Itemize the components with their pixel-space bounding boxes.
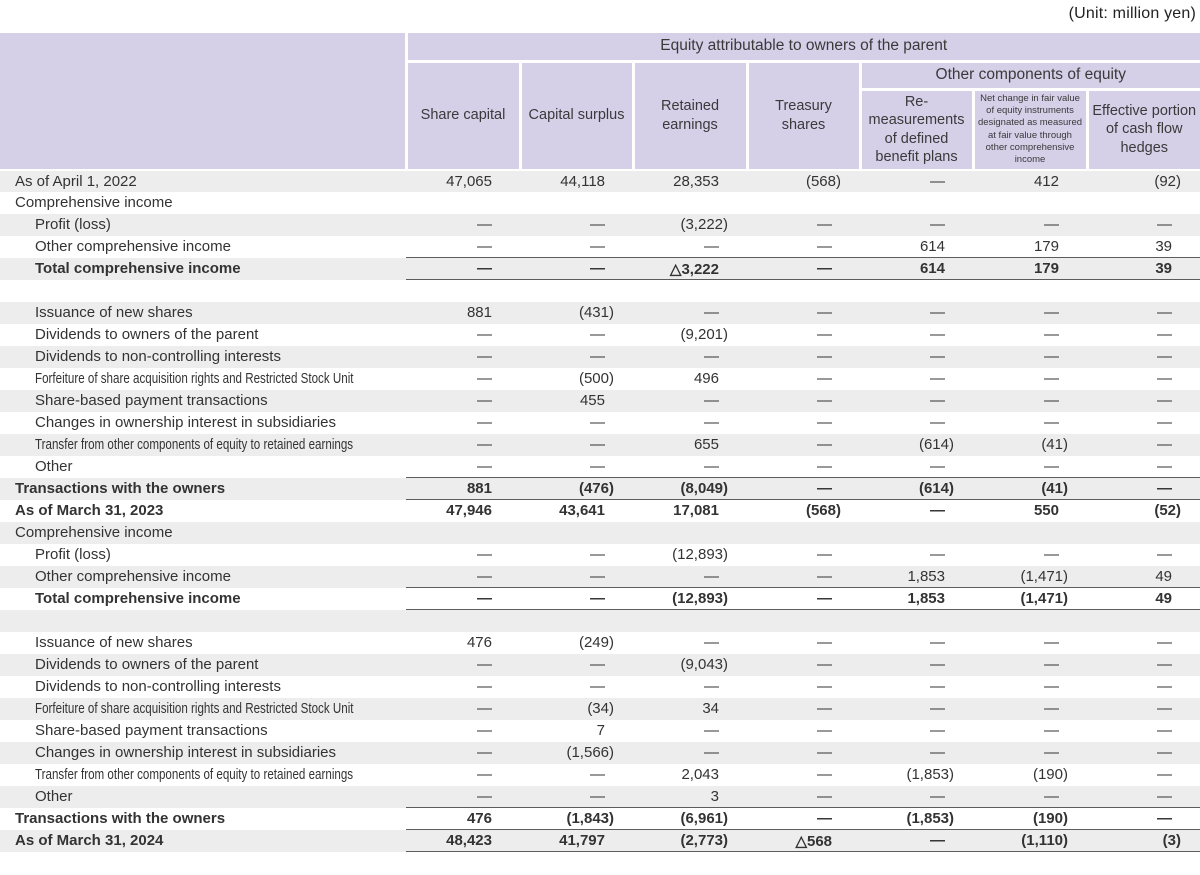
cell-value: 1,853 [860,588,973,610]
cell-value: 39 [1087,236,1200,258]
table-row [0,764,1200,786]
cell-value: — [520,412,633,434]
row-label: Changes in ownership interest in subsidiaries [0,412,406,434]
cell-value: — [633,346,747,368]
cell-value [406,610,520,632]
equity-table-body [0,170,1200,852]
cell-value [1087,522,1200,544]
cell-value: — [520,566,633,588]
cell-value: — [973,720,1087,742]
cell-value [406,522,520,544]
cell-value: (614) [860,478,973,500]
cell-value: — [1087,412,1200,434]
cell-value: — [860,456,973,478]
cell-value: — [747,368,860,390]
cell-value: — [747,258,860,280]
cell-value: — [633,456,747,478]
table-row [0,368,1200,390]
cell-value: — [747,456,860,478]
cell-value: (1,566) [520,742,633,764]
spacer-row [0,610,1200,632]
table-row [0,544,1200,566]
cell-value: — [406,214,520,236]
column-header-remeasurements: Re-measurements of defined benefit plans [860,89,973,170]
table-row [0,566,1200,588]
row-label: As of March 31, 2023 [0,500,406,522]
cell-value: 34 [633,698,747,720]
table-row [0,588,1200,610]
row-label: Transactions with the owners [0,808,406,830]
cell-value: 39 [1087,258,1200,280]
cell-value: — [520,786,633,808]
cell-value: 28,353 [633,170,747,192]
cell-value: — [973,654,1087,676]
cell-value: 3 [633,786,747,808]
cell-value: 476 [406,808,520,830]
cell-value: (34) [520,698,633,720]
cell-value [633,192,747,214]
cell-value [747,610,860,632]
row-label: As of April 1, 2022 [0,170,406,192]
cell-value: 1,853 [860,566,973,588]
cell-value: — [973,302,1087,324]
cell-value: — [747,654,860,676]
cell-value [973,522,1087,544]
cell-value: — [747,324,860,346]
cell-value [633,280,747,302]
cell-value: — [973,698,1087,720]
cell-value: — [520,346,633,368]
cell-value: — [973,324,1087,346]
cell-value: — [747,478,860,500]
cell-value: — [973,346,1087,368]
cell-value: — [1087,390,1200,412]
cell-value: — [860,676,973,698]
cell-value: — [633,676,747,698]
cell-value: — [520,588,633,610]
subgroup-header-other-components: Other components of equity [860,61,1200,89]
cell-value: — [973,412,1087,434]
row-label: Dividends to non-controlling interests [0,676,406,698]
cell-value [1087,192,1200,214]
table-row [0,808,1200,830]
row-label: Dividends to non-controlling interests [0,346,406,368]
cell-value: 47,065 [406,170,520,192]
cell-value: — [406,258,520,280]
table-row [0,236,1200,258]
cell-value: (41) [973,434,1087,456]
cell-value: — [406,566,520,588]
cell-value: — [406,720,520,742]
cell-value: — [520,456,633,478]
table-row [0,698,1200,720]
row-label: Other comprehensive income [0,566,406,588]
cell-value: — [1087,478,1200,500]
cell-value [520,192,633,214]
cell-value: — [633,302,747,324]
cell-value: — [973,786,1087,808]
cell-value: 49 [1087,588,1200,610]
table-row [0,456,1200,478]
cell-value: — [1087,324,1200,346]
row-label: Total comprehensive income [0,588,406,610]
cell-value: — [406,456,520,478]
cell-value: 179 [973,258,1087,280]
cell-value: — [747,676,860,698]
cell-value: 550 [973,500,1087,522]
cell-value: — [406,676,520,698]
cell-value: — [747,302,860,324]
row-label: Other comprehensive income [0,236,406,258]
cell-value: — [1087,368,1200,390]
cell-value: — [1087,698,1200,720]
cell-value [747,522,860,544]
cell-value: (1,110) [973,830,1087,852]
cell-value: — [860,544,973,566]
row-label: Comprehensive income [0,522,406,544]
table-row [0,412,1200,434]
row-label: Transactions with the owners [0,478,406,500]
cell-value: — [747,236,860,258]
cell-value: — [860,698,973,720]
cell-value: (614) [860,434,973,456]
cell-value: (249) [520,632,633,654]
cell-value: (500) [520,368,633,390]
table-row [0,170,1200,192]
cell-value: 614 [860,258,973,280]
cell-value [860,280,973,302]
cell-value [1087,610,1200,632]
cell-value: — [747,214,860,236]
cell-value: 48,423 [406,830,520,852]
row-label: Other [0,786,406,808]
table-row [0,258,1200,280]
cell-value [633,610,747,632]
cell-value: 881 [406,478,520,500]
row-label: Dividends to owners of the parent [0,654,406,676]
cell-value: — [520,434,633,456]
cell-value: — [973,214,1087,236]
cell-value: — [1087,786,1200,808]
cell-value: — [633,390,747,412]
table-row [0,346,1200,368]
cell-value: — [1087,632,1200,654]
cell-value [860,522,973,544]
cell-value: — [860,412,973,434]
cell-value [860,610,973,632]
cell-value: (1,853) [860,808,973,830]
cell-value [973,280,1087,302]
cell-value: (12,893) [633,544,747,566]
cell-value: — [406,434,520,456]
cell-value: (2,773) [633,830,747,852]
row-label: Share-based payment transactions [0,390,406,412]
cell-value [973,610,1087,632]
group-header-equity-attributable: Equity attributable to owners of the parent [406,33,1200,61]
equity-table [0,33,1200,852]
row-label: Transfer from other components of equity to retained earnings [0,434,406,456]
cell-value: — [860,368,973,390]
row-label: Forfeiture of share acquisition rights and Restricted Stock Unit [0,698,406,720]
cell-value [520,280,633,302]
cell-value: — [520,214,633,236]
row-label: Changes in ownership interest in subsidiaries [0,742,406,764]
cell-value: — [633,412,747,434]
cell-value: (92) [1087,170,1200,192]
cell-value: — [406,588,520,610]
unit-note: (Unit: million yen) [1068,5,1196,22]
cell-value: — [747,434,860,456]
cell-value: — [1087,742,1200,764]
cell-value: — [520,544,633,566]
row-label [0,610,406,632]
row-label: Transfer from other components of equity to retained earnings [0,764,406,786]
cell-value: 412 [973,170,1087,192]
cell-value: — [860,324,973,346]
cell-value: — [406,786,520,808]
cell-value: 43,641 [520,500,633,522]
cell-value: (6,961) [633,808,747,830]
cell-value [1087,280,1200,302]
cell-value: — [860,720,973,742]
cell-value [520,610,633,632]
table-row [0,500,1200,522]
cell-value: — [1087,214,1200,236]
cell-value: — [860,742,973,764]
cell-value: — [747,390,860,412]
cell-value: — [747,412,860,434]
cell-value: 455 [520,390,633,412]
cell-value: — [406,236,520,258]
row-label: Forfeiture of share acquisition rights and Restricted Stock Unit [0,368,406,390]
column-header-capital-surplus: Capital surplus [520,61,633,170]
cell-value: — [406,346,520,368]
cell-value: — [973,632,1087,654]
cell-value: — [747,698,860,720]
table-row [0,434,1200,456]
cell-value: — [1087,544,1200,566]
table-row [0,324,1200,346]
cell-value: — [633,742,747,764]
cell-value: (12,893) [633,588,747,610]
cell-value: (52) [1087,500,1200,522]
cell-value: (190) [973,808,1087,830]
cell-value: 614 [860,236,973,258]
cell-value: — [520,324,633,346]
cell-value: — [633,720,747,742]
row-label: As of March 31, 2024 [0,830,406,852]
column-header-retained-earnings: Retained earnings [633,61,747,170]
table-row [0,390,1200,412]
cell-value: (476) [520,478,633,500]
cell-value: — [747,720,860,742]
cell-value: — [520,676,633,698]
cell-value: — [633,236,747,258]
cell-value: — [406,698,520,720]
table-row [0,720,1200,742]
cell-value: — [520,236,633,258]
cell-value: — [1087,654,1200,676]
cell-value: — [973,742,1087,764]
cell-value: — [860,302,973,324]
cell-value [406,280,520,302]
table-row [0,214,1200,236]
cell-value: — [406,742,520,764]
stub-header-cell [0,33,406,170]
column-header-share-capital: Share capital [406,61,520,170]
cell-value: — [860,390,973,412]
cell-value: — [1087,764,1200,786]
column-header-treasury-shares: Treasury shares [747,61,860,170]
cell-value: — [973,368,1087,390]
row-label: Profit (loss) [0,544,406,566]
equity-table-header [0,33,1200,170]
cell-value: 47,946 [406,500,520,522]
cell-value: — [860,654,973,676]
row-label: Dividends to owners of the parent [0,324,406,346]
cell-value: — [406,390,520,412]
cell-value: — [860,214,973,236]
row-label: Issuance of new shares [0,632,406,654]
cell-value: 44,118 [520,170,633,192]
row-label [0,280,406,302]
cell-value: — [406,412,520,434]
cell-value: — [860,786,973,808]
table-row [0,522,1200,544]
cell-value: (3) [1087,830,1200,852]
cell-value: — [1087,808,1200,830]
cell-value: 179 [973,236,1087,258]
row-label: Issuance of new shares [0,302,406,324]
cell-value: 2,043 [633,764,747,786]
cell-value: (8,049) [633,478,747,500]
cell-value: — [747,566,860,588]
cell-value: 476 [406,632,520,654]
cell-value [973,192,1087,214]
cell-value: — [860,500,973,522]
cell-value: 881 [406,302,520,324]
cell-value: (9,043) [633,654,747,676]
row-label: Share-based payment transactions [0,720,406,742]
cell-value: — [1087,434,1200,456]
table-row [0,742,1200,764]
cell-value [633,522,747,544]
cell-value: — [520,654,633,676]
cell-value: (1,471) [973,588,1087,610]
cell-value: — [747,632,860,654]
cell-value: — [747,764,860,786]
cell-value: — [973,456,1087,478]
cell-value [520,522,633,544]
row-label: Total comprehensive income [0,258,406,280]
table-row [0,478,1200,500]
table-row [0,632,1200,654]
spacer-row [0,280,1200,302]
cell-value: — [747,808,860,830]
cell-value: 49 [1087,566,1200,588]
cell-value: 655 [633,434,747,456]
cell-value: — [860,170,973,192]
cell-value: — [520,764,633,786]
cell-value: — [860,632,973,654]
cell-value [406,192,520,214]
cell-value [860,192,973,214]
cell-value [747,280,860,302]
table-row [0,192,1200,214]
cell-value: 17,081 [633,500,747,522]
column-header-cash-flow-hedges: Effective portion of cash flow hedges [1087,89,1200,170]
cell-value: △568 [747,830,860,852]
cell-value: — [406,654,520,676]
cell-value: — [860,830,973,852]
cell-value: — [747,588,860,610]
cell-value: — [973,544,1087,566]
column-header-net-change-fair-value: Net change in fair value of equity instruments designated as measured at fair value through other comprehensive income [973,89,1087,170]
cell-value: — [1087,720,1200,742]
table-row [0,676,1200,698]
cell-value: (431) [520,302,633,324]
cell-value: — [633,566,747,588]
cell-value: — [1087,676,1200,698]
table-row [0,302,1200,324]
cell-value: — [1087,346,1200,368]
cell-value: — [747,742,860,764]
row-label: Other [0,456,406,478]
cell-value: — [406,368,520,390]
cell-value: (568) [747,170,860,192]
cell-value: — [406,324,520,346]
cell-value: (41) [973,478,1087,500]
table-row [0,786,1200,808]
table-row [0,830,1200,852]
cell-value: — [520,258,633,280]
cell-value: △3,222 [633,258,747,280]
cell-value: — [860,346,973,368]
row-label: Comprehensive income [0,192,406,214]
cell-value: — [633,632,747,654]
cell-value: — [1087,456,1200,478]
cell-value: — [406,764,520,786]
row-label: Profit (loss) [0,214,406,236]
cell-value: 7 [520,720,633,742]
cell-value: — [973,390,1087,412]
cell-value: 496 [633,368,747,390]
cell-value: — [747,544,860,566]
cell-value: (568) [747,500,860,522]
cell-value: — [747,786,860,808]
cell-value: (1,471) [973,566,1087,588]
cell-value: (3,222) [633,214,747,236]
cell-value: 41,797 [520,830,633,852]
cell-value: (1,843) [520,808,633,830]
cell-value: (190) [973,764,1087,786]
cell-value: (1,853) [860,764,973,786]
cell-value: — [1087,302,1200,324]
cell-value: (9,201) [633,324,747,346]
table-row [0,654,1200,676]
cell-value: — [747,346,860,368]
cell-value: — [973,676,1087,698]
cell-value: — [406,544,520,566]
cell-value [747,192,860,214]
